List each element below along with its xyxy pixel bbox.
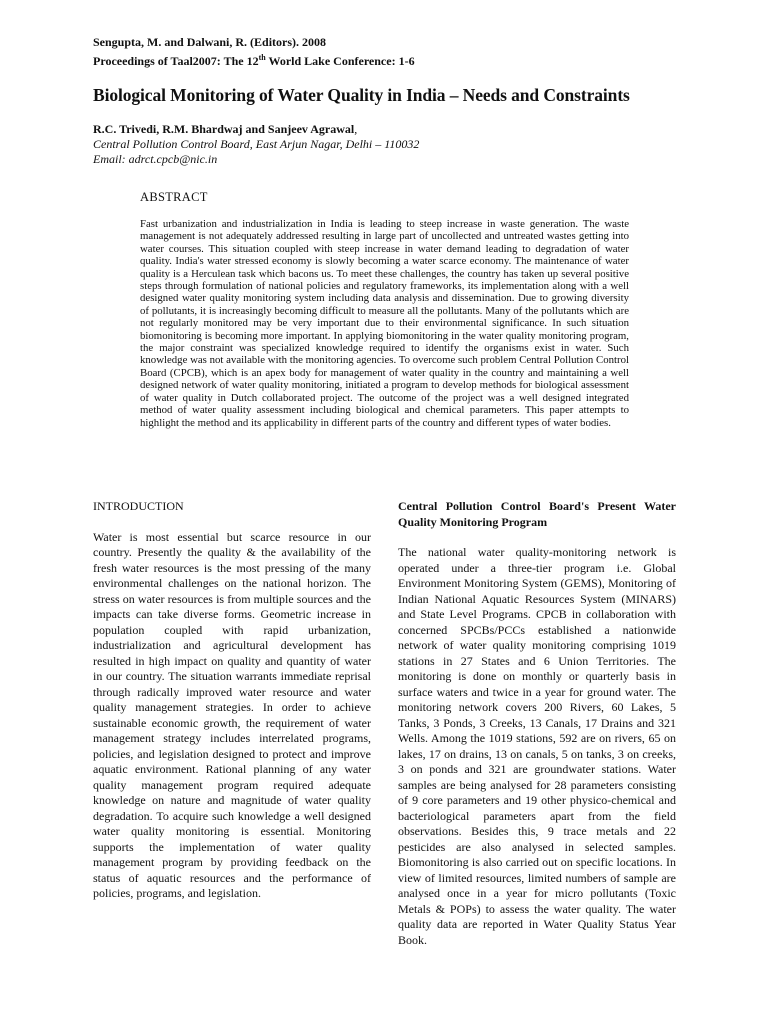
cpcb-section-heading: Central Pollution Control Board's Present Water Quality Monitoring Program	[398, 499, 676, 529]
abstract-text: Fast urbanization and industrialization in India is leading to steep increase in waste generation. The waste management is not adequately addressed resulting in large part of uncollected and untreated wastes getting into water courses. This situation coupled with steep increase in water demand leading to degradation of water quality. India's water stressed economy is slowly becoming a water scarce economy. The maintenance of water quality is a Herculean task which bacons us. To meet these challenges, the country has taken up several positive steps through formulation of national policies and regulatory frameworks, its implementation along with a well designed water quality monitoring system including data analysis and dissemination. Due to growing diversity of pollutants, it is increasingly becoming difficult to measure all the pollutants. Many of the pollutants which are not regularly monitored may be very important due to their environmental significance. In such situation biomonitoring is becoming more important. In applying biomonitoring in the water quality monitoring program, the major constraint was specialized knowledge required to identify the organisms exist in water. Such knowledge was not available with the monitoring agencies. To overcome such problem Central Pollution Control Board (CPCB), which is an apex body for management of water quality in the country and maintaining a well designed network of water quality monitoring, initiated a program to develop methods for biological assessment of water quality in Dutch collaborated project. The outcome of the project was a well designed integrated method of water quality assessment including biological and chemical parameters. This paper attempts to highlight the method and its applicability in different parts of the country and different types of water bodies.	[140, 218, 629, 429]
right-column	[398, 499, 676, 948]
author-block	[93, 122, 419, 167]
citation-superscript: th	[258, 53, 266, 62]
abstract-heading: ABSTRACT	[140, 190, 208, 204]
author-names-line	[93, 122, 419, 137]
left-column	[93, 499, 371, 902]
author-names: R.C. Trivedi, R.M. Bhardwaj and Sanjeev Agrawal	[93, 122, 355, 136]
author-names-punct: ,	[354, 122, 358, 136]
citation-header	[93, 34, 415, 69]
citation-line-1: Sengupta, M. and Dalwani, R. (Editors). 2008	[93, 35, 327, 49]
citation-line-2	[93, 50, 415, 69]
author-affiliation: Central Pollution Control Board, East Arjun Nagar, Delhi – 110032	[93, 137, 420, 151]
cpcb-section-text: The national water quality-monitoring network is operated under a three-tier program i.e. Global Environment Monitoring System (GEMS), Monitoring of Indian National Aquatic Resources System (MINARS) and State Level Programs. CPCB in collaboration with concerned SPCBs/PCCs established a nationwide network of water quality monitoring comprising 1019 stations in 27 States and 6 Union Territories. The monitoring is done on monthly or quarterly basis in surface waters and twice in a year for ground water. The monitoring network covers 200 Rivers, 60 Lakes, 5 Tanks, 3 Ponds, 3 Creeks, 13 Canals, 17 Drains and 321 Wells. Among the 1019 stations, 592 are on rivers, 65 on lakes, 17 on drains, 13 on canals, 5 on tanks, 3 on creeks, 3 on ponds and 321 are groundwater stations. Water samples are being analysed for 28 parameters consisting of 9 core parameters and 19 other physico-chemical and bacteriological parameters apart from the field observations. Besides this, 9 trace metals and 22 pesticides are also analysed in selected samples. Biomonitoring is also carried out on specific locations. In view of limited resources, limited numbers of sample are analysed once in a year for micro pollutants (Toxic Metals & POPs) to assess the water quality. The water quality data are reported in Water Quality Status Year Book.	[398, 545, 676, 947]
paper-title: Biological Monitoring of Water Quality in India – Needs and Constraints	[93, 85, 630, 105]
author-email: Email: adrct.cpcb@nic.in	[93, 152, 218, 166]
citation-line-2-post: World Lake Conference: 1-6	[265, 54, 415, 68]
introduction-text: Water is most essential but scarce resource in our country. Presently the quality & the availability of the fresh water resources is the most pressing of the many environmental challenges on the national horizon. The stress on water resources is from multiple sources and the impacts can take diverse forms. Geometric increase in population coupled with rapid urbanization, industrialization and agricultural development has resulted in high impact on quality and quantity of water in our country. The situation warrants immediate reprisal through radically improved water resource and water quality management strategies. In order to achieve sustainable economic growth, the requirement of water management strategy includes interrelated programs, policies, and legislation designed to protect and improve aquatic environment. Rational planning of any water quality management program required adequate knowledge on nature and magnitude of water quality degradation. To acquire such knowledge a well designed water quality monitoring is essential. Monitoring supports the implementation of water quality management program by providing feedback on the status of aquatic resources and the performance of policies, programs, and legislation.	[93, 529, 371, 900]
introduction-heading: INTRODUCTION	[93, 499, 184, 513]
citation-line-2-pre: Proceedings of Taal2007: The 12	[93, 54, 259, 68]
